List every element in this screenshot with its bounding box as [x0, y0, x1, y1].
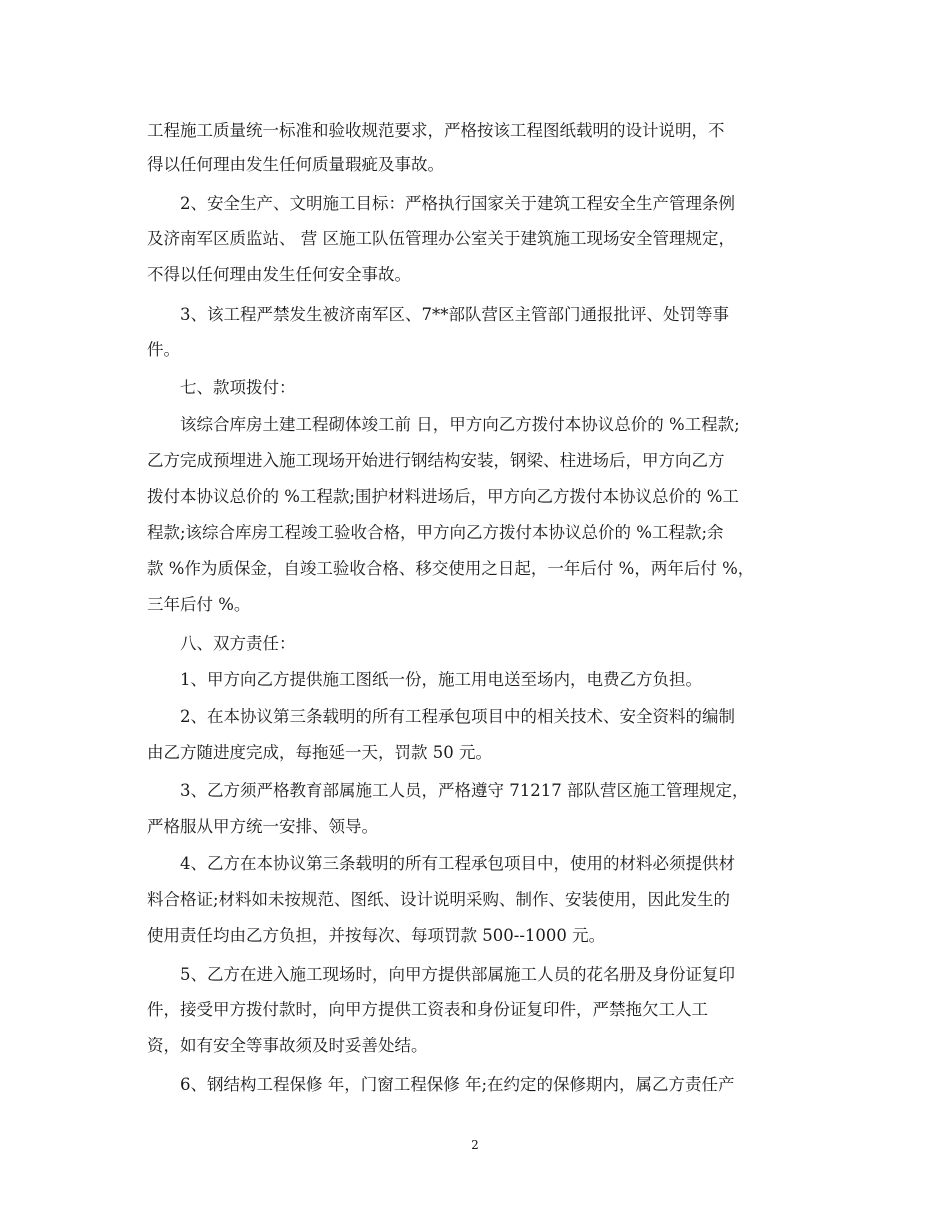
text-line: 料合格证;材料如未按规范、图纸、设计说明采购、制作、安装使用，因此发生的	[147, 890, 731, 909]
text-line: 5、乙方在进入施工现场时，向甲方提供部属施工人员的花名册及身份证复印	[180, 965, 735, 984]
text-line: 款 %作为质保金，自竣工验收合格、移交使用之日起，一年后付 %，两年后付 %，	[147, 559, 755, 578]
text-line: 2、在本协议第三条载明的所有工程承包项目中的相关技术、安全资料的编制	[180, 707, 735, 726]
text-line: 程款;该综合库房工程竣工验收合格，甲方向乙方拨付本协议总价的 %工程款;余	[147, 523, 724, 542]
page-number: 2	[471, 1138, 479, 1152]
text-line: 拨付本协议总价的 %工程款;围护材料进场后，甲方向乙方拨付本协议总价的 %工	[147, 487, 739, 506]
text-line: 资，如有安全等事故须及时妥善处结。	[147, 1036, 428, 1055]
text-line: 得以任何理由发生任何质量瑕疵及事故。	[147, 155, 444, 174]
text-line: 3、该工程严禁发生被济南军区、7**部队营区主管部门通报批评、处罚等事	[180, 305, 729, 324]
text-line: 乙方完成预埋进入施工现场开始进行钢结构安装，钢梁、柱进场后，甲方向乙方	[147, 451, 725, 470]
section-heading: 八、双方责任：	[180, 634, 296, 653]
section-heading: 七、款项拨付：	[180, 378, 296, 397]
text-line: 由乙方随进度完成，每拖延一天，罚款 50 元。	[147, 743, 492, 762]
text-line: 及济南军区质监站、 营 区施工队伍管理办公室关于建筑施工现场安全管理规定，	[147, 229, 735, 248]
text-line: 1、甲方向乙方提供施工图纸一份，施工用电送至场内，电费乙方负担。	[180, 670, 702, 689]
text-line: 4、乙方在本协议第三条载明的所有工程承包项目中，使用的材料必须提供材	[180, 854, 735, 873]
text-line: 使用责任均由乙方负担，并按每次、每项罚款 500--1000 元。	[147, 926, 606, 945]
text-line: 三年后付 %。	[147, 595, 251, 614]
text-line: 2、安全生产、文明施工目标：严格执行国家关于建筑工程安全生产管理条例	[180, 194, 735, 213]
text-line: 3、乙方须严格教育部属施工人员，严格遵守 71217 部队营区施工管理规定，	[180, 781, 749, 800]
text-line: 件。	[147, 340, 180, 359]
text-line: 6、钢结构工程保修 年，门窗工程保修 年;在约定的保修期内，属乙方责任产	[180, 1075, 735, 1094]
text-line: 件，接受甲方拨付款时，向甲方提供工资表和身份证复印件，严禁拖欠工人工	[147, 1000, 708, 1019]
text-line: 严格服从甲方统一安排、领导。	[147, 817, 378, 836]
text-line: 不得以任何理由发生任何安全事故。	[147, 265, 411, 284]
text-line: 工程施工质量统一标准和验收规范要求，严格按该工程图纸载明的设计说明，不	[147, 121, 725, 140]
text-line: 该综合库房土建工程砌体竣工前 日，甲方向乙方拨付本协议总价的 %工程款;	[180, 415, 740, 434]
